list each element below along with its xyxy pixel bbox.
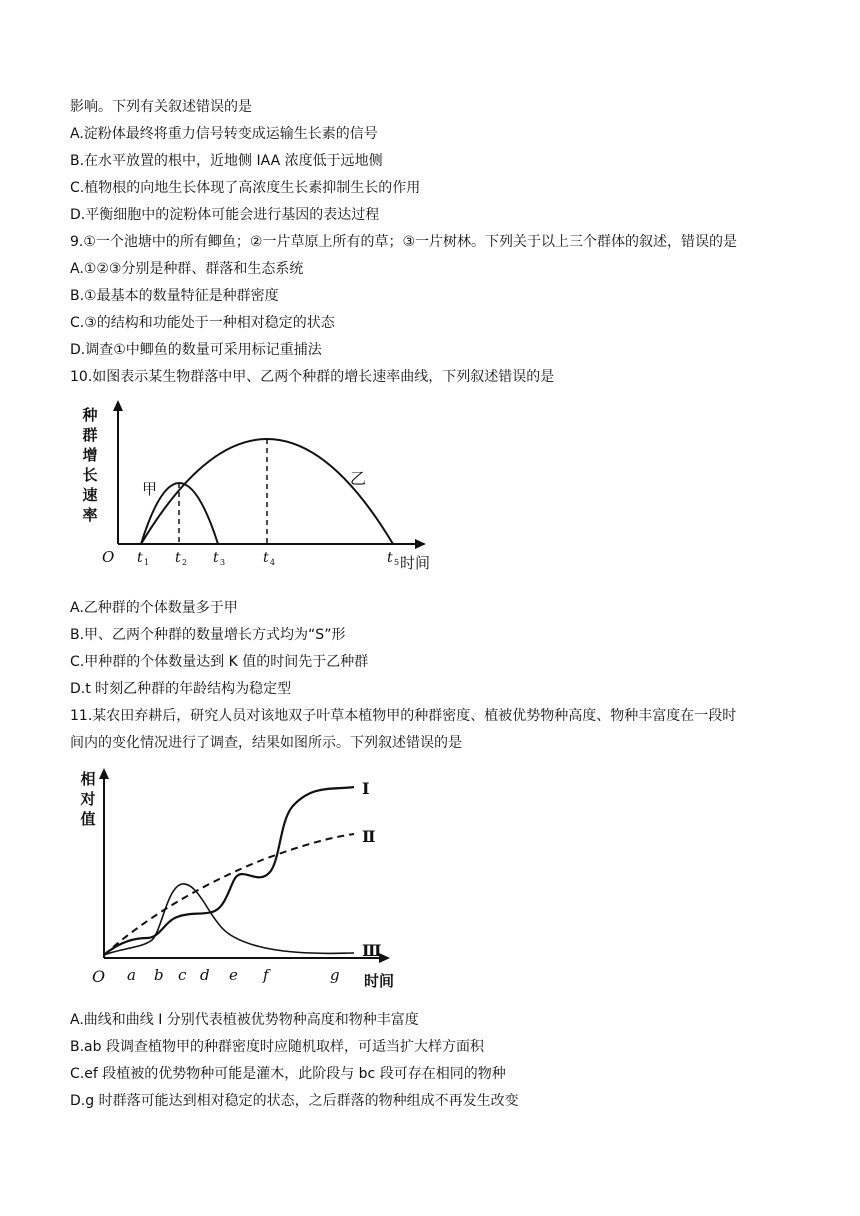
q10-label-yi: 乙 — [350, 469, 367, 488]
q11-label-III: Ⅲ — [362, 941, 382, 960]
svg-text:t: t — [213, 550, 219, 566]
q11-option-b: B.ab 段调查植物甲的种群密度时应随机取样，可适当扩大样方面积 — [70, 1039, 484, 1055]
svg-text:t: t — [175, 550, 181, 566]
q11-relative-value-figure — [72, 762, 402, 990]
q10-ylabel-char: 群 — [82, 426, 98, 444]
q8-option-c: C.植物根的向地生长体现了高浓度生长素抑制生长的作用 — [70, 180, 421, 196]
q11-curve-III — [104, 884, 354, 955]
q10-option-b: B.甲、乙两个种群的数量增长方式均为“S”形 — [70, 627, 346, 643]
svg-text:3: 3 — [220, 558, 226, 567]
q11-tick-f: f — [263, 966, 269, 984]
svg-text:4: 4 — [270, 558, 276, 567]
q10-option-a: A.乙种群的个体数量多于甲 — [70, 600, 238, 616]
q10-ylabel-char: 率 — [82, 506, 98, 524]
svg-text:t: t — [137, 550, 143, 566]
q11-tick-b: b — [154, 966, 164, 984]
svg-text:t: t — [263, 550, 269, 566]
q11-label-I: Ⅰ — [362, 779, 370, 798]
q8-stem-tail: 影响。下列有关叙述错误的是 — [70, 99, 252, 115]
q11-option-c: C.ef 段植被的优势物种可能是灌木，此阶段与 bc 段可存在相同的物种 — [70, 1066, 506, 1082]
q9-stem: 9.①一个池塘中的所有鲫鱼；②一片草原上所有的草；③一片树林。下列关于以上三个群体的叙述，错误的是 — [70, 234, 738, 250]
q9-option-c: C.③的结构和功能处于一种相对稳定的状态 — [70, 315, 335, 331]
svg-text:1: 1 — [144, 558, 150, 567]
q11-ylabel-char: 相 — [80, 770, 96, 788]
q11-curve-I — [104, 787, 354, 955]
q10-option-d: D.t 时刻乙种群的年龄结构为稳定型 — [70, 681, 292, 697]
q8-option-b: B.在水平放置的根中，近地侧 IAA 浓度低于远地侧 — [70, 153, 383, 169]
q9-option-a: A.①②③分别是种群、群落和生态系统 — [70, 261, 304, 277]
q10-option-c: C.甲种群的个体数量达到 K 值的时间先于乙种群 — [70, 654, 369, 670]
q11-stem-line2: 间内的变化情况进行了调查，结果如图所示。下列叙述错误的是 — [70, 735, 462, 751]
q10-tick-t4 — [263, 550, 275, 567]
q9-option-b: B.①最基本的数量特征是种群密度 — [70, 288, 279, 304]
q10-ylabel-char: 增 — [82, 446, 98, 464]
q11-tick-a: a — [127, 966, 136, 984]
q10-ylabel-char: 长 — [82, 466, 98, 484]
q10-label-jia: 甲 — [142, 480, 158, 498]
q8-option-d: D.平衡细胞中的淀粉体可能会进行基因的表达过程 — [70, 207, 380, 223]
q11-y-arrow — [99, 768, 109, 779]
q11-ylabel-char: 对 — [80, 790, 96, 808]
q10-growth-rate-figure — [80, 398, 450, 576]
q10-tick-t3 — [213, 550, 225, 567]
svg-text:t: t — [387, 550, 393, 566]
q10-stem: 10.如图表示某生物群落中甲、乙两个种群的增长速率曲线，下列叙述错误的是 — [70, 369, 555, 385]
q11-xlabel: 时间 — [364, 972, 395, 990]
q10-x-arrow — [415, 539, 426, 549]
q8-option-a: A.淀粉体最终将重力信号转变成运输生长素的信号 — [70, 126, 378, 142]
q11-tick-c: c — [178, 966, 187, 984]
svg-text:2: 2 — [182, 558, 188, 567]
q10-origin: O — [102, 548, 115, 566]
q11-ylabel-char: 值 — [80, 810, 96, 828]
q11-tick-e: e — [229, 966, 238, 984]
q10-ylabel-char: 种 — [82, 406, 98, 424]
svg-text:5: 5 — [394, 558, 400, 567]
q11-tick-d: d — [200, 966, 210, 984]
q11-option-d: D.g 时群落可能达到相对稳定的状态，之后群落的物种组成不再发生改变 — [70, 1093, 519, 1109]
q11-origin: O — [92, 967, 106, 986]
q9-option-d: D.调查①中鲫鱼的数量可采用标记重捕法 — [70, 342, 322, 358]
q11-tick-g: g — [330, 966, 340, 984]
q10-tick-t5 — [387, 550, 399, 567]
q11-label-II: Ⅱ — [362, 827, 376, 846]
q11-stem-line1: 11.某农田弃耕后，研究人员对该地双子叶草本植物甲的种群密度、植被优势物种高度、物种丰富度在一段时 — [70, 708, 737, 724]
q10-ylabel-char: 速 — [82, 486, 98, 504]
q10-tick-t1 — [137, 550, 149, 567]
q10-y-arrow — [113, 400, 123, 411]
q11-option-a: A.曲线和曲线 I 分别代表植被优势物种高度和物种丰富度 — [70, 1012, 419, 1028]
q11-curve-II — [104, 834, 354, 955]
q10-xlabel: 时间 — [400, 554, 431, 572]
q10-tick-t2 — [175, 550, 187, 567]
